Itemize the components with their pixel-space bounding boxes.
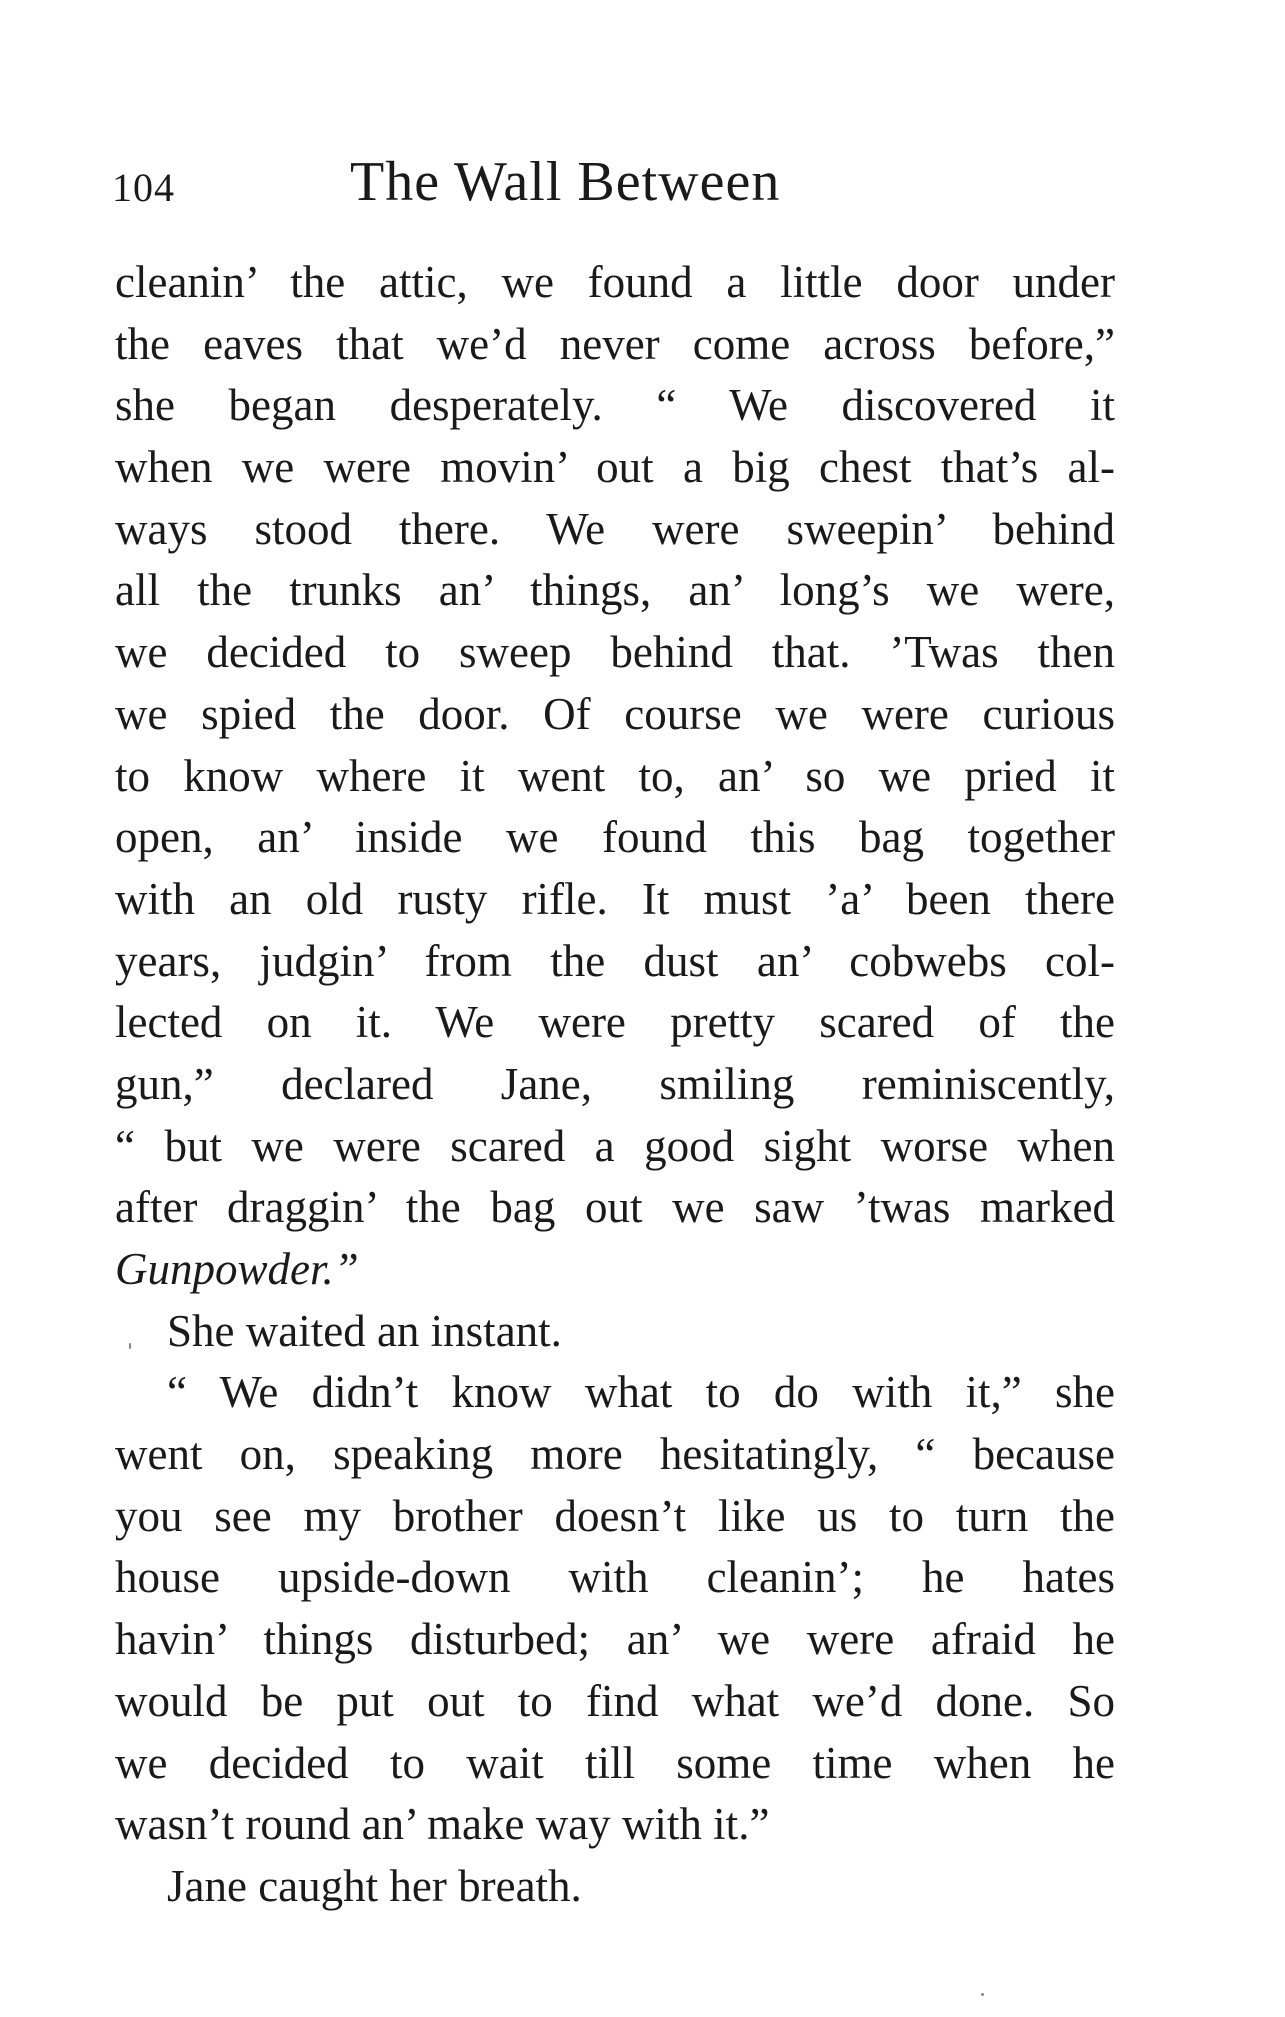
body-text [115, 252, 1115, 1918]
text-line: gun,” declared Jane, smiling reminiscently, [115, 1058, 1115, 1109]
text-line: ways stood there. We were sweepin’ behind [115, 503, 1115, 554]
paragraph-start: “ We didn’t know what to do with it,” she [167, 1367, 1115, 1418]
text-line: wasn’t round an’ make way with it.” [115, 1799, 770, 1850]
text-line: went on, speaking more hesitatingly, “ because [115, 1429, 1115, 1480]
paper-speck [129, 1343, 131, 1349]
text-line: with an old rusty rifle. It must ’a’ been there [115, 873, 1115, 924]
text-line: house upside-down with cleanin’; he hates [115, 1552, 1115, 1603]
text-line: cleanin’ the attic, we found a little door under [115, 257, 1115, 307]
paper-speck [981, 1993, 984, 1996]
text-line: when we were movin’ out a big chest that’s al- [115, 442, 1115, 493]
paragraph-start: Jane caught her breath. [167, 1860, 582, 1911]
page-header [112, 150, 1122, 220]
text-line: you see my brother doesn’t like us to turn the [115, 1490, 1115, 1541]
paragraph-start: She waited an instant. [167, 1305, 562, 1356]
text-line: we decided to wait till some time when he [115, 1737, 1115, 1788]
text-line: all the trunks an’ things, an’ long’s we were, [115, 565, 1115, 616]
text-line: we decided to sweep behind that. ’Twas then [115, 627, 1115, 678]
text-line: to know where it went to, an’ so we pried it [115, 750, 1115, 801]
text-line: open, an’ inside we found this bag together [115, 812, 1115, 863]
text-line: lected on it. We were pretty scared of the [115, 997, 1115, 1048]
text-line: would be put out to find what we’d done. So [115, 1675, 1115, 1726]
text-line: she began desperately. “ We discovered it [115, 380, 1115, 431]
text-line: after draggin’ the bag out we saw ’twas marked [115, 1182, 1115, 1233]
page-number: 104 [112, 165, 175, 210]
text-line: we spied the door. Of course we were curious [115, 688, 1115, 739]
text-line: havin’ things disturbed; an’ we were afraid he [115, 1614, 1115, 1665]
text-line: years, judgin’ from the dust an’ cobwebs col- [115, 935, 1115, 986]
running-title: The Wall Between [350, 151, 781, 213]
text-line: “ but we were scared a good sight worse when [115, 1120, 1115, 1171]
text-line: the eaves that we’d never come across before,” [115, 318, 1115, 369]
text-line-italic: Gunpowder.” [115, 1244, 359, 1294]
